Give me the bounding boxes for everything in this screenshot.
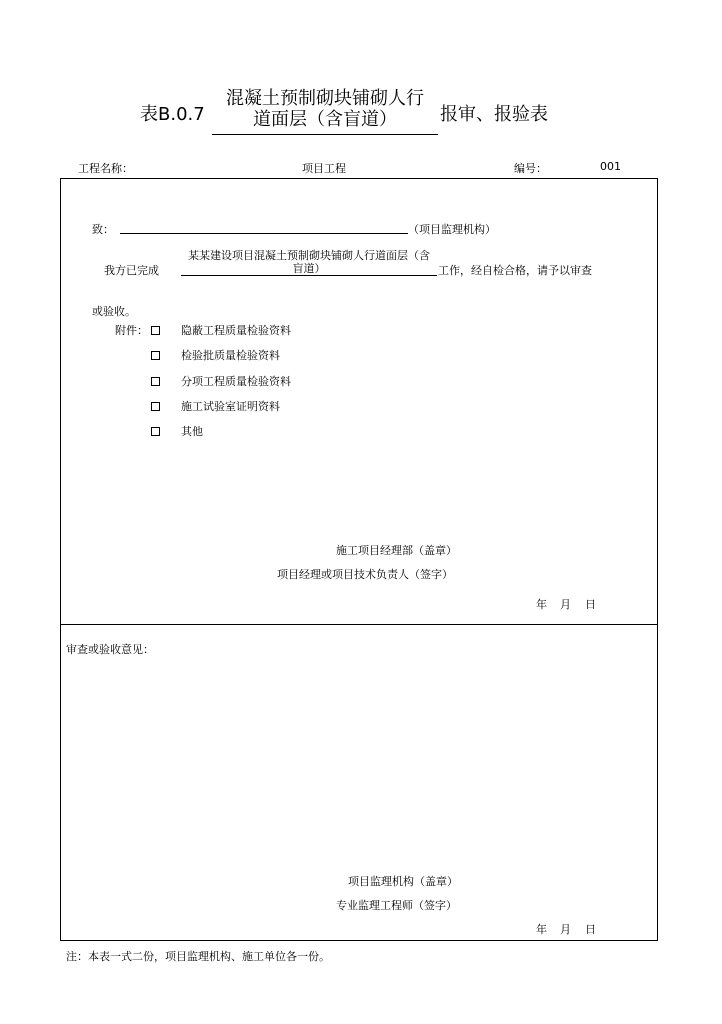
supervisor-seal-label: 项目监理机构（盖章）	[348, 875, 458, 888]
contractor-seal-label: 施工项目经理部（盖章）	[336, 544, 457, 557]
attachment-label: 施工试验室证明资料	[181, 400, 280, 413]
project-name-value[interactable]: 项目工程	[302, 162, 346, 175]
checkbox[interactable]	[151, 326, 160, 335]
work-suffix: 工作，经自检合格，请予以审查	[438, 264, 592, 277]
review-opinion-label: 审查或验收意见：	[66, 643, 154, 656]
attachment-item[interactable]	[151, 423, 203, 439]
work-name-line1: 某某建设项目混凝土预制砌块铺砌人行道面层（含	[188, 249, 430, 262]
attachment-label: 隐蔽工程质量检验资料	[181, 324, 291, 337]
date-month: 月	[560, 923, 571, 936]
attachment-item[interactable]	[151, 398, 280, 414]
number-value[interactable]: 001	[600, 160, 621, 173]
project-name-label: 工程名称：	[78, 162, 133, 175]
date-month: 月	[560, 598, 571, 611]
form-title-main	[212, 88, 438, 135]
checkbox[interactable]	[151, 427, 160, 436]
footer-note: 注：本表一式二份，项目监理机构、施工单位各一份。	[66, 950, 330, 963]
manager-signature-label: 项目经理或项目技术负责人（签字）	[277, 568, 453, 581]
date-year: 年	[536, 923, 547, 936]
form-title-line1: 混凝土预制砌块铺砌人行	[226, 88, 424, 109]
attachment-label: 检验批质量检验资料	[181, 349, 280, 362]
number-label: 编号：	[514, 162, 547, 175]
form-title-suffix: 报审、报验表	[440, 104, 548, 125]
attachments-label: 附件：	[115, 324, 148, 337]
to-label: 致：	[92, 223, 114, 236]
attachment-label: 分项工程质量检验资料	[181, 375, 291, 388]
attachment-item[interactable]	[151, 347, 280, 363]
to-recipient-field[interactable]	[120, 232, 408, 234]
checkbox[interactable]	[151, 402, 160, 411]
engineer-signature-label: 专业监理工程师（签字）	[336, 899, 457, 912]
checkbox[interactable]	[151, 377, 160, 386]
attachment-label: 其他	[181, 425, 203, 438]
form-code: 表B.0.7	[140, 104, 205, 125]
date-day: 日	[585, 598, 596, 611]
attachment-item[interactable]	[151, 373, 291, 389]
review-opinion-field[interactable]	[66, 660, 646, 860]
work-name-line2: 盲道）	[292, 262, 326, 275]
attachment-item[interactable]	[151, 322, 291, 338]
date-day: 日	[585, 923, 596, 936]
completed-label: 我方已完成	[104, 264, 159, 277]
form-title-line2: 道面层（含盲道）	[253, 109, 397, 130]
checkbox[interactable]	[151, 351, 160, 360]
work-name-field[interactable]	[181, 249, 437, 276]
to-suffix: （项目监理机构）	[408, 223, 496, 236]
continued-text: 或验收。	[92, 305, 136, 318]
date-year: 年	[536, 598, 547, 611]
